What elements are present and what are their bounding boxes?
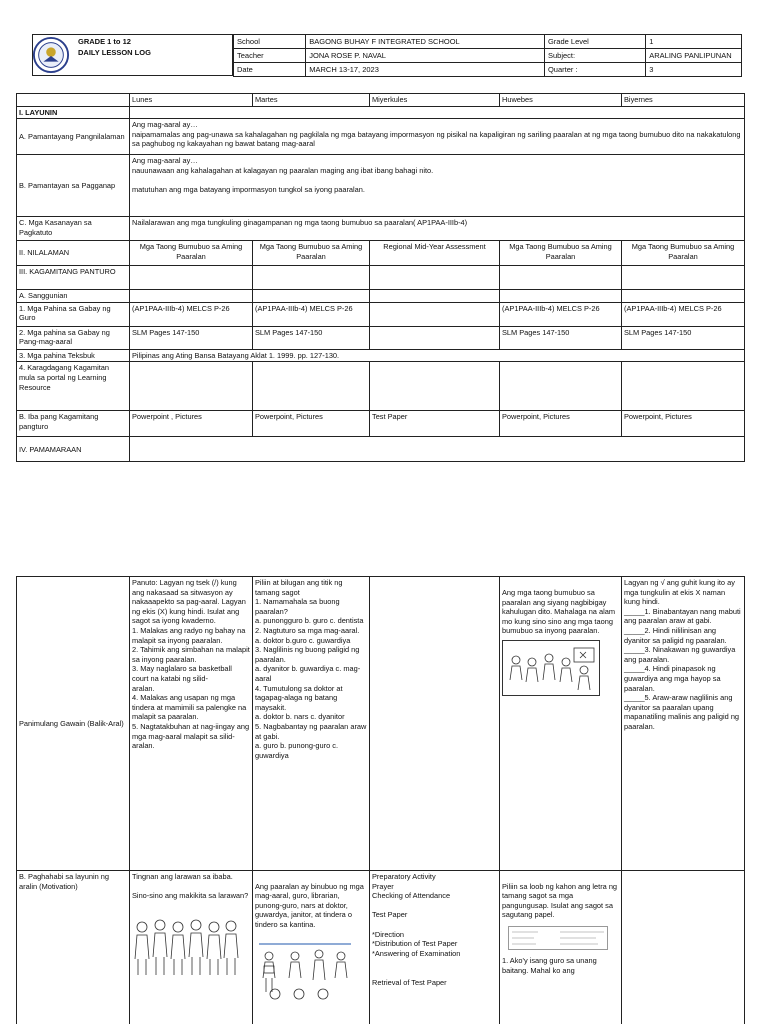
empty-cell: [130, 290, 253, 303]
row-label: 4. Karagdagang Kagamitan mula sa portal ng Learning Resource: [17, 362, 130, 411]
material-cell: Powerpoint, Pictures: [622, 411, 745, 437]
activity-cell-lunes: [130, 871, 253, 1024]
empty-cell: [130, 437, 745, 462]
info-value: 1: [646, 35, 742, 49]
activity-cell-huwebes: [500, 577, 622, 871]
empty-cell: [130, 266, 253, 290]
activity-cell-lunes: Panuto: Lagyan ng tsek (/) kung ang nakasaad sa sitwasyon ay nakaaapekto sa pag-aaral. Lagyan ng ekis (X) kung hindi. Isulat ang sagot sa iyong kwaderno. 1. Malakas ang radyo ng bahay na malapit sa inyong paaralan. 2. Tahimik ang simbahan na malapit sa inyong paaralan. 3. May naglalaro sa basketball court na katabi ng silid- aralan. 4. Malakas ang usapan ng mga tindera at mamimili sa palengke na malapit sa paaralan. 5. Nagtatakbuhan at nag-iingay ang mga mag-aaral malapit sa silid- aralan.: [130, 577, 253, 871]
info-label: Quarter :: [544, 63, 645, 77]
sanggunian-row: [17, 290, 745, 303]
karagdagang-row: [17, 362, 745, 411]
reference-cell: [370, 302, 500, 326]
info-value: BAGONG BUHAY F INTEGRATED SCHOOL: [306, 35, 545, 49]
pamamaraan-row: [17, 437, 745, 462]
info-row: [234, 63, 742, 77]
info-value: ARALING PANLIPUNAN: [646, 49, 742, 63]
merged-content-cell: Ang mag-aaral ay… naipamamalas ang pag-unawa sa kahalagahan ng pagkilala ng mga batayang impormasyon ng pisikal na kapaligiran ng sariling paaralan at ng mga taong bumubuo dito na nakakatulong sa paghubog ng kakayahan ng bawat batang mag-aaral: [130, 119, 745, 155]
merged-content-cell: Nailalarawan ang mga tungkuling ginagampanan ng mga taong bumubuo sa paaralan( AP1PAA-IIIb-4): [130, 217, 745, 241]
activity-cell-martes: [253, 871, 370, 1024]
empty-cell: [370, 266, 500, 290]
empty-cell: [130, 106, 745, 119]
reference-cell: (AP1PAA-IIIb-4) MELCS P-26: [253, 302, 370, 326]
deped-seal-icon: [32, 36, 70, 74]
empty-cell: [622, 362, 745, 411]
info-label: School: [234, 35, 306, 49]
lesson-plan-table: [16, 93, 745, 462]
kasanayan-row: [17, 217, 745, 241]
activity-cell-biyernes: [622, 871, 745, 1024]
row-label: A. Sanggunian: [17, 290, 130, 303]
empty-cell: [253, 362, 370, 411]
section-label-layunin: I. LAYUNIN: [17, 106, 130, 119]
day-header: Miyerkules: [370, 94, 500, 107]
procedure-table: [16, 576, 745, 1024]
empty-cell: [370, 290, 500, 303]
row-label: 2. Mga pahina sa Gabay ng Pang-mag-aaral: [17, 326, 130, 349]
info-label: Grade Level: [544, 35, 645, 49]
info-value: JONA ROSE P. NAVAL: [306, 49, 545, 63]
huwebes-item: 1. Ako'y isang guro sa unang baitang. Mahal ko ang: [502, 955, 597, 975]
grade-line: GRADE 1 to 12: [78, 37, 131, 46]
info-label: Subject:: [544, 49, 645, 63]
activity-cell-miyerkules: Preparatory Activity Prayer Checking of Attendance Test Paper *Direction *Distribution of Test Paper *Answering of Examination Retrieval of Test Paper: [370, 871, 500, 1024]
days-header-row: [17, 94, 745, 107]
empty-cell: [253, 266, 370, 290]
empty-cell: [253, 290, 370, 303]
kagamitan-row: [17, 266, 745, 290]
reference-cell: (AP1PAA-IIIb-4) MELCS P-26: [130, 302, 253, 326]
corner-cell: [17, 94, 130, 107]
nilalaman-row: [17, 241, 745, 266]
empty-cell: [130, 362, 253, 411]
reference-cell: SLM Pages 147-150: [253, 326, 370, 349]
row-label: C. Mga Kasanayan sa Pagkatuto: [17, 217, 130, 241]
section-row: [17, 106, 745, 119]
school-workers-illustration-icon: [132, 915, 240, 977]
info-row: [234, 49, 742, 63]
nilalaman-cell: Mga Taong Bumubuo sa Aming Paaralan: [500, 241, 622, 266]
balik-aral-row: [17, 577, 745, 871]
reference-cell: SLM Pages 147-150: [622, 326, 745, 349]
nilalaman-cell: Mga Taong Bumubuo sa Aming Paaralan: [622, 241, 745, 266]
reference-cell: [370, 326, 500, 349]
material-cell: Powerpoint , Pictures: [130, 411, 253, 437]
nilalaman-cell: Regional Mid-Year Assessment: [370, 241, 500, 266]
reference-cell: (AP1PAA-IIIb-4) MELCS P-26: [500, 302, 622, 326]
empty-cell: [622, 290, 745, 303]
row-label: A. Pamantayang Pangnilalaman: [17, 119, 130, 155]
pamantayan-sa-pagganap-row: [17, 155, 745, 217]
info-label: Teacher: [234, 49, 306, 63]
reference-cell: SLM Pages 147-150: [130, 326, 253, 349]
merged-content-cell: Ang mag-aaral ay… nauunawaan ang kahalagahan at kalagayan ng paaralan maging ang ibat ibang bahagi nito. matutuhan ang mga batayang impormasyon tungkol sa iyong paaralan.: [130, 155, 745, 217]
row-label: II. NILALAMAN: [17, 241, 130, 266]
row-label: B. Iba pang Kagamitang pangturo: [17, 411, 130, 437]
reference-cell: SLM Pages 147-150: [500, 326, 622, 349]
school-staff-illustration-icon: [255, 942, 355, 1002]
activity-text: Ang paaralan ay binubuo ng mga mag-aaral, guro, librarian, punong-guro, nars at doktor, guwardya, janitor, at tindera o tindero sa kantina.: [255, 881, 364, 929]
school-people-illustration-icon: [502, 640, 600, 696]
row-label: B. Pamantayan sa Pagganap: [17, 155, 130, 217]
teksbuk-row: [17, 349, 745, 362]
nilalaman-cell: Mga Taong Bumubuo sa Aming Paaralan: [130, 241, 253, 266]
row-label: B. Paghahabi sa layunin ng aralin (Motivation): [17, 871, 130, 1024]
empty-cell: [500, 362, 622, 411]
row-label: 1. Mga Pahina sa Gabay ng Guro: [17, 302, 130, 326]
material-cell: Powerpoint, Pictures: [253, 411, 370, 437]
activity-cell-biyernes: Lagyan ng √ ang guhit kung ito ay mga tungkulin at ekis X naman kung hindi. _____1. Binabantayan nang mabuti ang paaralan araw at gabi. _____2. Hindi nililinisan ang dyanitor sa paligid ng paaralan. _____3. Ninakawan ng guwardiya ang paaralan. _____4. Hindi pinapasok ng guwardiya ang mga hayop sa paaralan. _____5. Araw-araw naglilinis ang dyanitor sa paaralan upang mapanatiling malinis ang paligid ng paaralan.: [622, 577, 745, 871]
day-header: Lunes: [130, 94, 253, 107]
empty-cell: [500, 266, 622, 290]
lesson-log-header: [32, 34, 742, 76]
row-label: 3. Mga pahina Teksbuk: [17, 349, 130, 362]
motivation-row: [17, 871, 745, 1024]
merged-content-cell: Pilipinas ang Ating Bansa Batayang Aklat 1. 1999. pp. 127-130.: [130, 349, 745, 362]
nilalaman-cell: Mga Taong Bumubuo sa Aming Paaralan: [253, 241, 370, 266]
row-label: III. KAGAMITANG PANTURO: [17, 266, 130, 290]
activity-cell-huwebes: [500, 871, 622, 1024]
activity-text: Tingnan ang larawan sa ibaba. Sino-sino ang makikita sa larawan?: [132, 872, 249, 901]
row-label: Panimulang Gawain (Balik-Aral): [17, 577, 130, 871]
iba-pang-kagamitan-row: [17, 411, 745, 437]
log-title: DAILY LESSON LOG: [78, 47, 151, 57]
day-header: Martes: [253, 94, 370, 107]
empty-cell: [500, 290, 622, 303]
day-header: Huwebes: [500, 94, 622, 107]
activity-cell-miyerkules: [370, 577, 500, 871]
activity-cell-martes: Piliin at bilugan ang titik ng tamang sagot 1. Namamahala sa buong paaralan? a. punongguro b. guro c. dentista 2. Nagtuturo sa mga mag-aaral. a. doktor b.guro c. guwardiya 3. Naglilinis ng buong paligid ng paaralan. a. dyanitor b. guwardiya c. mag-aaral 4. Tumutulong sa doktor at tagapag-alaga ng batang maysakit. a. doktor b. nars c. dyanitor 5. Nagbabantay ng paaralan araw at gabi. a. guro b. punong-guro c. guwardiya: [253, 577, 370, 871]
material-cell: Test Paper: [370, 411, 500, 437]
empty-cell: [370, 362, 500, 411]
reference-cell: (AP1PAA-IIIb-4) MELCS P-26: [622, 302, 745, 326]
row-label: IV. PAMAMARAAN: [17, 437, 130, 462]
info-value: MARCH 13-17, 2023: [306, 63, 545, 77]
empty-cell: [622, 266, 745, 290]
material-cell: Powerpoint, Pictures: [500, 411, 622, 437]
pamantayang-pangnilalaman-row: [17, 119, 745, 155]
gabay-aaral-row: [17, 326, 745, 349]
info-value: 3: [646, 63, 742, 77]
header-info-table: [233, 34, 742, 77]
info-row: [234, 35, 742, 49]
day-header: Biyernes: [622, 94, 745, 107]
activity-text: Piliin sa loob ng kahon ang letra ng tamang sagot sa mga pangungusap. Isulat ang sagot sa sagutang papel.: [502, 881, 618, 920]
answer-choices-box-icon: [508, 926, 608, 950]
grade-text: [78, 37, 151, 58]
info-label: Date: [234, 63, 306, 77]
gabay-guro-row: [17, 302, 745, 326]
activity-text: Ang mga taong bumubuo sa paaralan ang siyang nagbibigay kahulugan dito. Mahalaga na alam mo kung sino sino ang mga taong bumubuo sa inyong paaralan.: [502, 588, 615, 636]
